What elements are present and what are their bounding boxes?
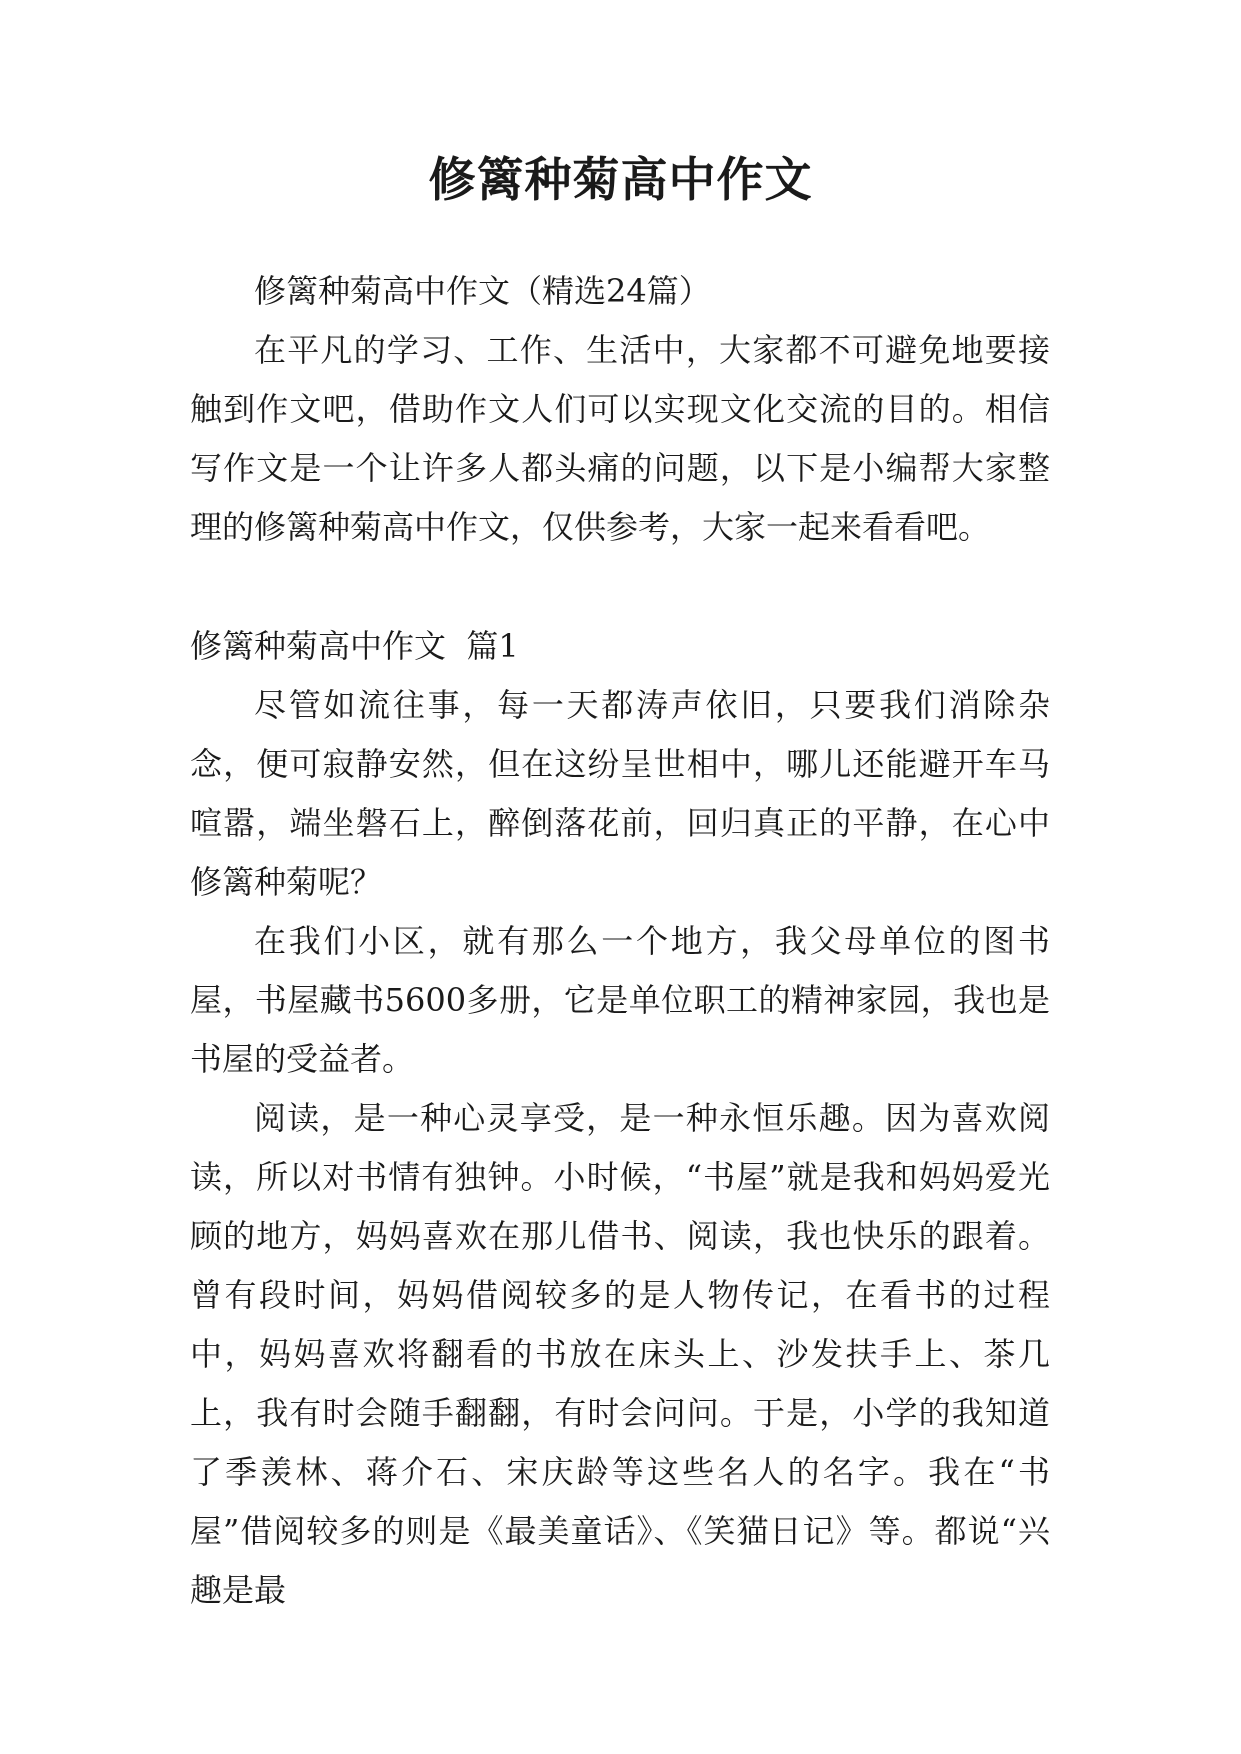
document-subtitle: 修篱种菊高中作文（精选24篇） (254, 272, 711, 310)
body-paragraph: 在我们小区，就有那么一个地方，我父母单位的图书屋，书屋藏书5600多册，它是单位职工的精神家园，我也是书屋的受益者。 (190, 922, 1050, 1078)
section-heading: 修篱种菊高中作文 篇1 (190, 627, 519, 665)
document-body (190, 262, 1050, 1620)
body-paragraph: 尽管如流往事，每一天都涛声依旧，只要我们消除杂念，便可寂静安然，但在这纷呈世相中，哪儿还能避开车马喧嚣，端坐磐石上，醉倒落花前，回归真正的平静，在心中修篱种菊呢？ (190, 686, 1050, 901)
document-title: 修篱种菊高中作文 (428, 153, 813, 208)
intro-paragraph: 在平凡的学习、工作、生活中，大家都不可避免地要接触到作文吧，借助作文人们可以实现文化交流的目的。相信写作文是一个让许多人都头痛的问题，以下是小编帮大家整理的修篱种菊高中作文，仅供参考，大家一起来看看吧。 (190, 331, 1050, 546)
body-paragraph: 阅读，是一种心灵享受，是一种永恒乐趣。因为喜欢阅读，所以对书情有独钟。小时候，“书屋”就是我和妈妈爱光顾的地方，妈妈喜欢在那儿借书、阅读，我也快乐的跟着。曾有段时间，妈妈借阅较多的是人物传记，在看书的过程中，妈妈喜欢将翻看的书放在床头上、沙发扶手上、茶几上，我有时会随手翻翻，有时会问问。于是，小学的我知道了季羡林、蒋介石、宋庆龄等这些名人的名字。我在“书屋”借阅较多的则是《最美童话》、《笑猫日记》等。都说“兴趣是最 (190, 1099, 1050, 1609)
